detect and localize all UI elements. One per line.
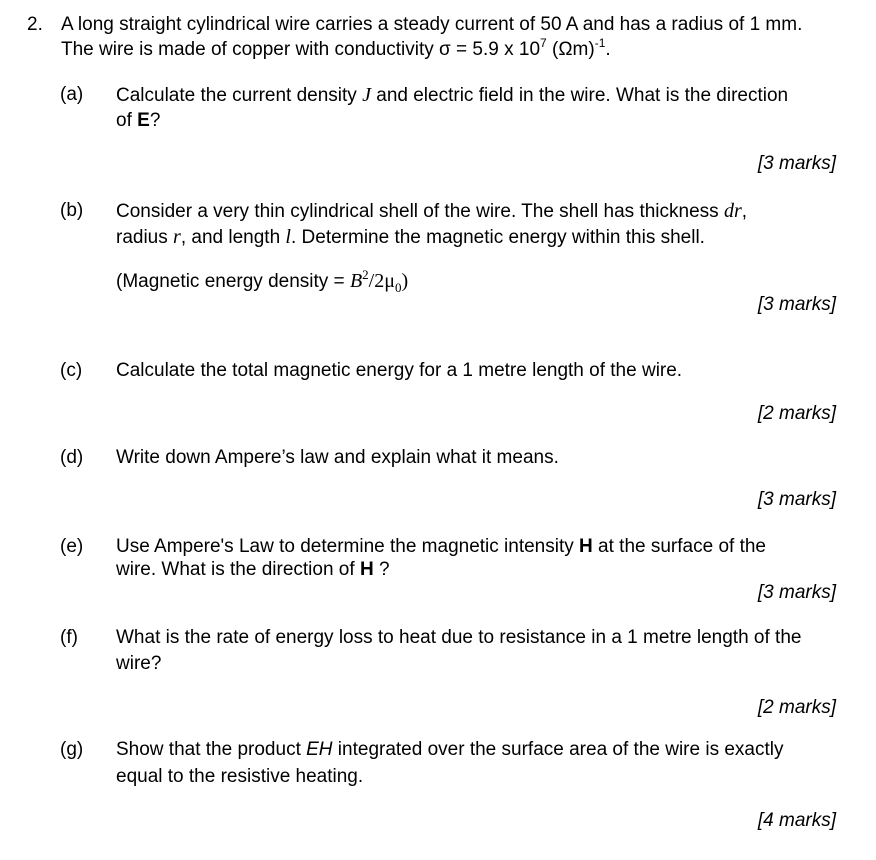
part-b-line-1: Consider a very thin cylindrical shell of the wire. The shell has thickness dr, xyxy=(116,200,748,222)
question-number: 2. xyxy=(27,14,43,35)
part-a-label: (a) xyxy=(60,84,84,105)
part-f-line-2: wire? xyxy=(116,653,162,674)
part-e-line-2: wire. What is the direction of H ? xyxy=(116,559,390,580)
part-e-line-1: Use Ampere's Law to determine the magnetic intensity H at the surface of the xyxy=(116,536,766,557)
part-f-line-1: What is the rate of energy loss to heat due to resistance in a 1 metre length of the xyxy=(116,627,802,648)
part-g-line-1: Show that the product EH integrated over the surface area of the wire is exactly xyxy=(116,739,784,760)
part-c-line-1: Calculate the total magnetic energy for a 1 metre length of the wire. xyxy=(116,360,683,381)
part-f-marks: [2 marks] xyxy=(757,697,836,718)
part-c-marks: [2 marks] xyxy=(757,403,836,424)
intro-line-1: A long straight cylindrical wire carries a steady current of 50 A and has a radius of 1 mm. xyxy=(61,14,803,35)
part-b-formula: (Magnetic energy density = $B^2/2\mu_0$) xyxy=(116,266,409,295)
part-g-label: (g) xyxy=(60,739,84,760)
part-b-marks: [3 marks] xyxy=(757,294,836,315)
part-a-marks: [3 marks] xyxy=(757,153,836,174)
part-a-line-2: of E? xyxy=(116,110,161,131)
part-f-label: (f) xyxy=(60,627,78,648)
part-d-line-1: Write down Ampere’s law and explain what it means. xyxy=(116,447,559,468)
part-a-line-1: Calculate the current density J and electric field in the wire. What is the direction xyxy=(116,84,789,106)
part-g-line-2: equal to the resistive heating. xyxy=(116,766,364,787)
part-g-marks: [4 marks] xyxy=(757,810,836,831)
part-b-line-2: radius r, and length l. Determine the magnetic energy within this shell. xyxy=(116,226,705,248)
part-e-marks: [3 marks] xyxy=(757,582,836,603)
part-d-marks: [3 marks] xyxy=(757,489,836,510)
intro-line-2: The wire is made of copper with conductivity σ = 5.9 x $10^7$ $(\Omega m)^{-1}$. xyxy=(61,35,611,60)
part-b-label: (b) xyxy=(60,200,84,221)
part-e-label: (e) xyxy=(60,536,84,557)
part-c-label: (c) xyxy=(60,360,83,381)
part-d-label: (d) xyxy=(60,447,84,468)
